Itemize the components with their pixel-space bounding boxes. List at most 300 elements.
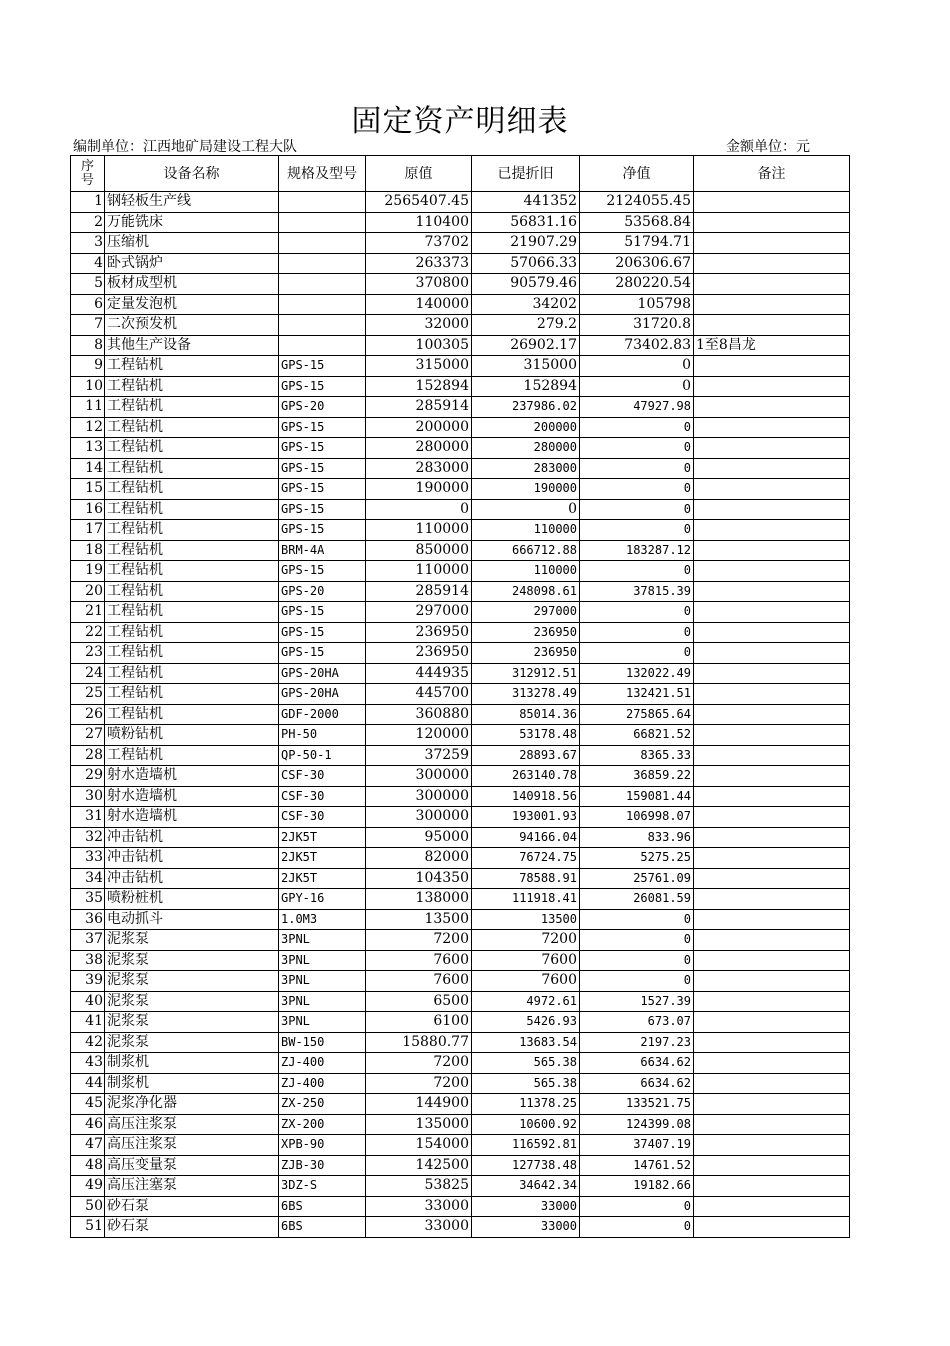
depreciation-cell: 116592.81 (472, 1135, 580, 1156)
table-row (71, 950, 850, 971)
spec-cell: GPS-15 (279, 643, 366, 664)
remark-cell (694, 397, 850, 418)
name-cell: 工程钻机 (105, 745, 279, 766)
original-cell: 0 (366, 499, 472, 520)
original-cell: 100305 (366, 335, 472, 356)
remark-cell (694, 643, 850, 664)
net-cell: 133521.75 (580, 1094, 694, 1115)
remark-cell (694, 807, 850, 828)
original-cell: 154000 (366, 1135, 472, 1156)
header-row (71, 156, 850, 192)
remark-cell (694, 376, 850, 397)
name-cell: 工程钻机 (105, 499, 279, 520)
seq-cell: 11 (71, 397, 105, 418)
original-cell: 142500 (366, 1155, 472, 1176)
depreciation-cell: 11378.25 (472, 1094, 580, 1115)
table-row (71, 438, 850, 459)
net-cell: 73402.83 (580, 335, 694, 356)
spec-cell: 2JK5T (279, 848, 366, 869)
remark-cell (694, 786, 850, 807)
original-cell: 33000 (366, 1196, 472, 1217)
remark-cell (694, 971, 850, 992)
table-row (71, 356, 850, 377)
depreciation-cell: 33000 (472, 1217, 580, 1238)
table-row (71, 376, 850, 397)
seq-cell: 13 (71, 438, 105, 459)
name-cell: 喷粉桩机 (105, 889, 279, 910)
seq-cell: 44 (71, 1073, 105, 1094)
spec-cell (279, 253, 366, 274)
remark-cell (694, 212, 850, 233)
net-cell: 0 (580, 971, 694, 992)
table-row (71, 1155, 850, 1176)
net-cell: 0 (580, 438, 694, 459)
spec-cell: GPS-15 (279, 622, 366, 643)
remark-cell (694, 1176, 850, 1197)
remark-cell (694, 233, 850, 254)
name-cell: 泥浆净化器 (105, 1094, 279, 1115)
depreciation-cell: 441352 (472, 192, 580, 213)
spec-cell: GPS-15 (279, 602, 366, 623)
net-cell: 5275.25 (580, 848, 694, 869)
original-cell: 110000 (366, 561, 472, 582)
table-row (71, 643, 850, 664)
depreciation-cell: 297000 (472, 602, 580, 623)
net-cell: 14761.52 (580, 1155, 694, 1176)
remark-cell (694, 1196, 850, 1217)
remark-cell (694, 663, 850, 684)
name-cell: 电动抓斗 (105, 909, 279, 930)
net-cell: 1527.39 (580, 991, 694, 1012)
net-cell: 275865.64 (580, 704, 694, 725)
depreciation-cell: 152894 (472, 376, 580, 397)
depreciation-cell: 34642.34 (472, 1176, 580, 1197)
remark-cell (694, 1073, 850, 1094)
depreciation-cell: 127738.48 (472, 1155, 580, 1176)
remark-cell (694, 294, 850, 315)
spec-cell: GPS-15 (279, 561, 366, 582)
net-cell: 0 (580, 499, 694, 520)
original-cell: 7600 (366, 950, 472, 971)
depreciation-cell: 280000 (472, 438, 580, 459)
spec-cell: GPS-15 (279, 520, 366, 541)
spec-cell: BW-150 (279, 1032, 366, 1053)
original-cell: 152894 (366, 376, 472, 397)
name-cell: 射水造墙机 (105, 807, 279, 828)
seq-cell: 10 (71, 376, 105, 397)
name-cell: 工程钻机 (105, 458, 279, 479)
currency-unit: 金额单位：元 (726, 139, 810, 155)
spec-cell: QP-50-1 (279, 745, 366, 766)
remark-cell (694, 827, 850, 848)
original-cell: 445700 (366, 684, 472, 705)
net-cell: 51794.71 (580, 233, 694, 254)
table-row (71, 253, 850, 274)
remark-cell (694, 192, 850, 213)
depreciation-cell: 78588.91 (472, 868, 580, 889)
net-cell: 53568.84 (580, 212, 694, 233)
net-cell: 0 (580, 520, 694, 541)
original-cell: 33000 (366, 1217, 472, 1238)
depreciation-cell: 111918.41 (472, 889, 580, 910)
depreciation-cell: 13500 (472, 909, 580, 930)
remark-cell (694, 458, 850, 479)
table-row (71, 1073, 850, 1094)
name-cell: 制浆机 (105, 1053, 279, 1074)
name-cell: 压缩机 (105, 233, 279, 254)
net-cell: 159081.44 (580, 786, 694, 807)
table-row (71, 212, 850, 233)
remark-cell (694, 704, 850, 725)
name-cell: 泥浆泵 (105, 1012, 279, 1033)
name-cell: 工程钻机 (105, 561, 279, 582)
depreciation-cell: 263140.78 (472, 766, 580, 787)
table-row (71, 827, 850, 848)
seq-cell: 15 (71, 479, 105, 500)
spec-cell: 3PNL (279, 1012, 366, 1033)
net-cell: 2124055.45 (580, 192, 694, 213)
seq-cell: 23 (71, 643, 105, 664)
header-name: 设备名称 (105, 156, 279, 192)
depreciation-cell: 110000 (472, 520, 580, 541)
name-cell: 工程钻机 (105, 540, 279, 561)
spec-cell: GPS-20HA (279, 663, 366, 684)
depreciation-cell: 565.38 (472, 1073, 580, 1094)
remark-cell (694, 499, 850, 520)
table-row (71, 991, 850, 1012)
table-row (71, 499, 850, 520)
table-row (71, 417, 850, 438)
depreciation-cell: 26902.17 (472, 335, 580, 356)
name-cell: 工程钻机 (105, 479, 279, 500)
net-cell: 183287.12 (580, 540, 694, 561)
name-cell: 射水造墙机 (105, 786, 279, 807)
name-cell: 泥浆泵 (105, 950, 279, 971)
original-cell: 144900 (366, 1094, 472, 1115)
net-cell: 0 (580, 417, 694, 438)
depreciation-cell: 56831.16 (472, 212, 580, 233)
table-row (71, 602, 850, 623)
net-cell: 0 (580, 622, 694, 643)
remark-cell (694, 356, 850, 377)
depreciation-cell: 279.2 (472, 315, 580, 336)
net-cell: 106998.07 (580, 807, 694, 828)
net-cell: 47927.98 (580, 397, 694, 418)
original-cell: 110400 (366, 212, 472, 233)
depreciation-cell: 140918.56 (472, 786, 580, 807)
table-row (71, 1012, 850, 1033)
seq-cell: 45 (71, 1094, 105, 1115)
spec-cell: GPS-20 (279, 397, 366, 418)
spec-cell: CSF-30 (279, 786, 366, 807)
depreciation-cell: 283000 (472, 458, 580, 479)
seq-cell: 31 (71, 807, 105, 828)
seq-cell: 40 (71, 991, 105, 1012)
table-row (71, 335, 850, 356)
table-row (71, 192, 850, 213)
depreciation-cell: 193001.93 (472, 807, 580, 828)
spec-cell: GPY-16 (279, 889, 366, 910)
depreciation-cell: 76724.75 (472, 848, 580, 869)
name-cell: 泥浆泵 (105, 1032, 279, 1053)
table-row (71, 1196, 850, 1217)
depreciation-cell: 110000 (472, 561, 580, 582)
original-cell: 53825 (366, 1176, 472, 1197)
name-cell: 冲击钻机 (105, 848, 279, 869)
table-row (71, 315, 850, 336)
spec-cell: 6BS (279, 1217, 366, 1238)
table-row (71, 766, 850, 787)
name-cell: 钢轻板生产线 (105, 192, 279, 213)
spec-cell: PH-50 (279, 725, 366, 746)
seq-cell: 8 (71, 335, 105, 356)
seq-cell: 9 (71, 356, 105, 377)
spec-cell: GPS-15 (279, 438, 366, 459)
seq-cell: 51 (71, 1217, 105, 1238)
name-cell: 工程钻机 (105, 581, 279, 602)
spec-cell: 2JK5T (279, 827, 366, 848)
net-cell: 0 (580, 458, 694, 479)
spec-cell: ZJ-400 (279, 1053, 366, 1074)
spec-cell: 3PNL (279, 950, 366, 971)
seq-cell: 12 (71, 417, 105, 438)
original-cell: 300000 (366, 766, 472, 787)
depreciation-cell: 236950 (472, 622, 580, 643)
seq-cell: 4 (71, 253, 105, 274)
header-original: 原值 (366, 156, 472, 192)
table-row (71, 274, 850, 295)
name-cell: 工程钻机 (105, 397, 279, 418)
name-cell: 板材成型机 (105, 274, 279, 295)
remark-cell (694, 889, 850, 910)
net-cell: 105798 (580, 294, 694, 315)
name-cell: 高压变量泵 (105, 1155, 279, 1176)
seq-cell: 42 (71, 1032, 105, 1053)
remark-cell (694, 868, 850, 889)
spec-cell: GPS-15 (279, 458, 366, 479)
original-cell: 360880 (366, 704, 472, 725)
table-row (71, 868, 850, 889)
name-cell: 工程钻机 (105, 520, 279, 541)
original-cell: 285914 (366, 397, 472, 418)
seq-cell: 22 (71, 622, 105, 643)
net-cell: 31720.8 (580, 315, 694, 336)
table-row (71, 1053, 850, 1074)
original-cell: 138000 (366, 889, 472, 910)
seq-cell: 5 (71, 274, 105, 295)
spec-cell: GPS-15 (279, 499, 366, 520)
seq-cell: 49 (71, 1176, 105, 1197)
table-row (71, 1114, 850, 1135)
spec-cell: CSF-30 (279, 766, 366, 787)
spec-cell: GPS-15 (279, 376, 366, 397)
table-row (71, 930, 850, 951)
name-cell: 冲击钻机 (105, 827, 279, 848)
depreciation-cell: 237986.02 (472, 397, 580, 418)
depreciation-cell: 4972.61 (472, 991, 580, 1012)
seq-cell: 3 (71, 233, 105, 254)
table-row (71, 233, 850, 254)
spec-cell: 2JK5T (279, 868, 366, 889)
original-cell: 263373 (366, 253, 472, 274)
depreciation-cell: 7200 (472, 930, 580, 951)
original-cell: 140000 (366, 294, 472, 315)
asset-table (70, 155, 850, 1238)
seq-cell: 34 (71, 868, 105, 889)
net-cell: 0 (580, 909, 694, 930)
name-cell: 其他生产设备 (105, 335, 279, 356)
net-cell: 8365.33 (580, 745, 694, 766)
net-cell: 124399.08 (580, 1114, 694, 1135)
name-cell: 工程钻机 (105, 622, 279, 643)
seq-cell: 50 (71, 1196, 105, 1217)
seq-cell: 38 (71, 950, 105, 971)
original-cell: 6500 (366, 991, 472, 1012)
remark-cell (694, 950, 850, 971)
spec-cell (279, 274, 366, 295)
spec-cell: GPS-15 (279, 479, 366, 500)
spec-cell: 3DZ-S (279, 1176, 366, 1197)
seq-cell: 6 (71, 294, 105, 315)
remark-cell (694, 684, 850, 705)
spec-cell: ZX-200 (279, 1114, 366, 1135)
net-cell: 36859.22 (580, 766, 694, 787)
remark-cell (694, 274, 850, 295)
remark-cell (694, 745, 850, 766)
table-row (71, 1217, 850, 1238)
remark-cell (694, 479, 850, 500)
original-cell: 82000 (366, 848, 472, 869)
remark-cell (694, 1135, 850, 1156)
net-cell: 0 (580, 1217, 694, 1238)
original-cell: 13500 (366, 909, 472, 930)
table-row (71, 745, 850, 766)
seq-cell: 19 (71, 561, 105, 582)
net-cell: 0 (580, 356, 694, 377)
header-seq-bottom: 号 (80, 172, 94, 188)
depreciation-cell: 0 (472, 499, 580, 520)
header-spec: 规格及型号 (279, 156, 366, 192)
net-cell: 206306.67 (580, 253, 694, 274)
net-cell: 0 (580, 930, 694, 951)
header-seq-top: 序 (80, 158, 94, 174)
depreciation-cell: 34202 (472, 294, 580, 315)
depreciation-cell: 315000 (472, 356, 580, 377)
net-cell: 0 (580, 950, 694, 971)
depreciation-cell: 94166.04 (472, 827, 580, 848)
seq-cell: 37 (71, 930, 105, 951)
name-cell: 工程钻机 (105, 663, 279, 684)
name-cell: 万能铣床 (105, 212, 279, 233)
depreciation-cell: 236950 (472, 643, 580, 664)
depreciation-cell: 5426.93 (472, 1012, 580, 1033)
original-cell: 236950 (366, 643, 472, 664)
seq-cell: 14 (71, 458, 105, 479)
remark-cell (694, 253, 850, 274)
name-cell: 工程钻机 (105, 356, 279, 377)
depreciation-cell: 565.38 (472, 1053, 580, 1074)
spec-cell: GPS-20 (279, 581, 366, 602)
name-cell: 工程钻机 (105, 438, 279, 459)
name-cell: 二次预发机 (105, 315, 279, 336)
original-cell: 285914 (366, 581, 472, 602)
table-row (71, 889, 850, 910)
remark-cell (694, 1032, 850, 1053)
net-cell: 66821.52 (580, 725, 694, 746)
table-row (71, 663, 850, 684)
depreciation-cell: 21907.29 (472, 233, 580, 254)
seq-cell: 24 (71, 663, 105, 684)
remark-cell (694, 725, 850, 746)
spec-cell: CSF-30 (279, 807, 366, 828)
remark-cell (694, 1217, 850, 1238)
seq-cell: 7 (71, 315, 105, 336)
net-cell: 833.96 (580, 827, 694, 848)
net-cell: 0 (580, 479, 694, 500)
original-cell: 104350 (366, 868, 472, 889)
seq-cell: 46 (71, 1114, 105, 1135)
spec-cell (279, 335, 366, 356)
net-cell: 132421.51 (580, 684, 694, 705)
net-cell: 0 (580, 1196, 694, 1217)
depreciation-cell: 53178.48 (472, 725, 580, 746)
seq-cell: 39 (71, 971, 105, 992)
original-cell: 32000 (366, 315, 472, 336)
depreciation-cell: 33000 (472, 1196, 580, 1217)
seq-cell: 1 (71, 192, 105, 213)
depreciation-cell: 85014.36 (472, 704, 580, 725)
name-cell: 定量发泡机 (105, 294, 279, 315)
table-row (71, 520, 850, 541)
spec-cell: ZJB-30 (279, 1155, 366, 1176)
depreciation-cell: 666712.88 (472, 540, 580, 561)
table-row (71, 1094, 850, 1115)
spec-cell: GDF-2000 (279, 704, 366, 725)
name-cell: 高压注塞泵 (105, 1176, 279, 1197)
depreciation-cell: 90579.46 (472, 274, 580, 295)
net-cell: 6634.62 (580, 1053, 694, 1074)
name-cell: 泥浆泵 (105, 991, 279, 1012)
name-cell: 泥浆泵 (105, 930, 279, 951)
seq-cell: 28 (71, 745, 105, 766)
spec-cell: XPB-90 (279, 1135, 366, 1156)
net-cell: 0 (580, 561, 694, 582)
net-cell: 6634.62 (580, 1073, 694, 1094)
name-cell: 冲击钻机 (105, 868, 279, 889)
remark-cell: 1至8昌龙 (694, 335, 850, 356)
table-row (71, 479, 850, 500)
spec-cell (279, 233, 366, 254)
table-row (71, 807, 850, 828)
depreciation-cell: 200000 (472, 417, 580, 438)
seq-cell: 30 (71, 786, 105, 807)
name-cell: 工程钻机 (105, 684, 279, 705)
original-cell: 135000 (366, 1114, 472, 1135)
seq-cell: 32 (71, 827, 105, 848)
spec-cell: BRM-4A (279, 540, 366, 561)
table-row (71, 1135, 850, 1156)
original-cell: 6100 (366, 1012, 472, 1033)
net-cell: 0 (580, 602, 694, 623)
table-row (71, 458, 850, 479)
seq-cell: 25 (71, 684, 105, 705)
remark-cell (694, 581, 850, 602)
spec-cell: ZJ-400 (279, 1073, 366, 1094)
name-cell: 工程钻机 (105, 602, 279, 623)
spec-cell: 1.0M3 (279, 909, 366, 930)
name-cell: 卧式锅炉 (105, 253, 279, 274)
table-body (71, 192, 850, 1238)
